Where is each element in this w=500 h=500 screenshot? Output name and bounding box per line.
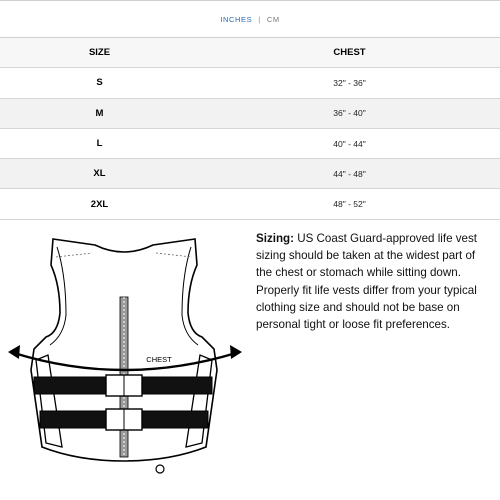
size-cell: XL: [0, 159, 199, 189]
unit-toggle: [0, 0, 500, 37]
arrow-right-icon: [230, 345, 242, 359]
table-header-row: [0, 38, 500, 68]
table-row: [0, 68, 500, 98]
arrow-left-icon: [8, 345, 20, 359]
unit-separator: |: [258, 14, 261, 24]
zipper-pull-icon: [156, 465, 164, 473]
sizing-body: US Coast Guard-approved life vest sizing should be taken at the widest part of the chest or stomach while sitting down. Properly fit life vests differ from your typical clothing size and should not be base on personal tight or loose fit preferences.: [256, 232, 478, 332]
size-cell: L: [0, 128, 199, 158]
chest-column-header: CHEST: [199, 38, 500, 68]
size-chart-table: [0, 37, 500, 220]
life-vest-diagram: [0, 225, 245, 500]
chest-range-cell: 40" - 44": [199, 128, 500, 158]
size-cell: 2XL: [0, 189, 199, 219]
table-row: [0, 189, 500, 219]
chest-range-cell: 48" - 52": [199, 189, 500, 219]
chest-label: CHEST: [146, 355, 172, 364]
chest-range-cell: 32" - 36": [199, 68, 500, 98]
chest-range-cell: 36" - 40": [199, 98, 500, 128]
table-row: [0, 98, 500, 128]
size-column-header: SIZE: [0, 38, 199, 68]
size-cell: M: [0, 98, 199, 128]
sizing-label: Sizing:: [256, 232, 294, 245]
table-row: [0, 128, 500, 158]
chest-range-cell: 44" - 48": [199, 159, 500, 189]
table-row: [0, 159, 500, 189]
sizing-description: [256, 230, 492, 333]
size-cell: S: [0, 68, 199, 98]
inches-unit-option[interactable]: INCHES: [220, 14, 253, 24]
cm-unit-option[interactable]: CM: [266, 14, 280, 24]
